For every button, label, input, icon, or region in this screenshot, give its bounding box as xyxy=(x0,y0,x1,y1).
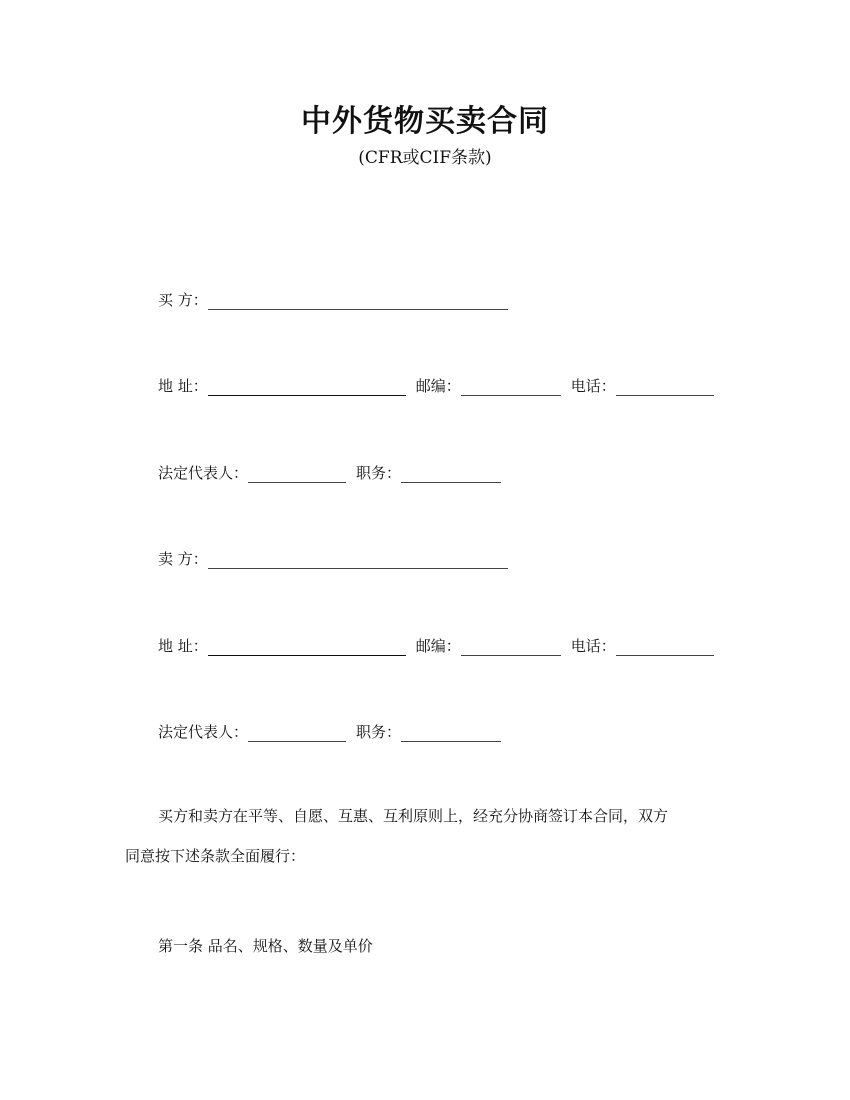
seller-postcode-label: 邮编： xyxy=(415,637,461,655)
article-1-heading: 第一条 品名、规格、数量及单价 xyxy=(158,937,373,955)
buyer-position-blank[interactable] xyxy=(401,466,501,483)
document-title: 中外货物买卖合同 xyxy=(301,104,549,139)
intro-line-1: 买方和卖方在平等、自愿、互惠、互利原则上，经充分协商签订本合同，双方 xyxy=(158,807,669,825)
document-subtitle: (CFR或CIF条款) xyxy=(358,148,492,168)
buyer-address-row xyxy=(158,372,724,396)
buyer-postcode-blank[interactable] xyxy=(461,379,561,396)
seller-name-blank[interactable] xyxy=(208,552,508,569)
seller-party-label: 卖 方： xyxy=(158,550,208,568)
buyer-rep-row xyxy=(158,459,511,483)
buyer-name-blank[interactable] xyxy=(208,293,508,310)
seller-phone-label: 电话： xyxy=(570,637,616,655)
buyer-address-blank[interactable] xyxy=(208,379,406,396)
seller-postcode-blank[interactable] xyxy=(461,639,561,656)
buyer-rep-label: 法定代表人： xyxy=(158,464,249,482)
buyer-position-label: 职务： xyxy=(356,464,402,482)
seller-rep-row xyxy=(158,718,511,742)
seller-position-blank[interactable] xyxy=(401,725,501,742)
buyer-party-row xyxy=(158,286,518,310)
buyer-postcode-label: 邮编： xyxy=(415,377,461,395)
buyer-phone-blank[interactable] xyxy=(616,379,714,396)
seller-phone-blank[interactable] xyxy=(616,639,714,656)
buyer-address-label: 地 址： xyxy=(158,377,208,395)
seller-position-label: 职务： xyxy=(356,723,402,741)
seller-address-label: 地 址： xyxy=(158,637,208,655)
intro-line-2: 同意按下述条款全面履行： xyxy=(125,847,306,865)
seller-party-row xyxy=(158,545,518,569)
seller-address-blank[interactable] xyxy=(208,639,406,656)
seller-rep-label: 法定代表人： xyxy=(158,723,249,741)
buyer-rep-blank[interactable] xyxy=(248,466,346,483)
buyer-phone-label: 电话： xyxy=(570,377,616,395)
seller-address-row xyxy=(158,632,724,656)
buyer-party-label: 买 方： xyxy=(158,291,208,309)
seller-rep-blank[interactable] xyxy=(248,725,346,742)
intro-paragraph xyxy=(125,796,727,876)
